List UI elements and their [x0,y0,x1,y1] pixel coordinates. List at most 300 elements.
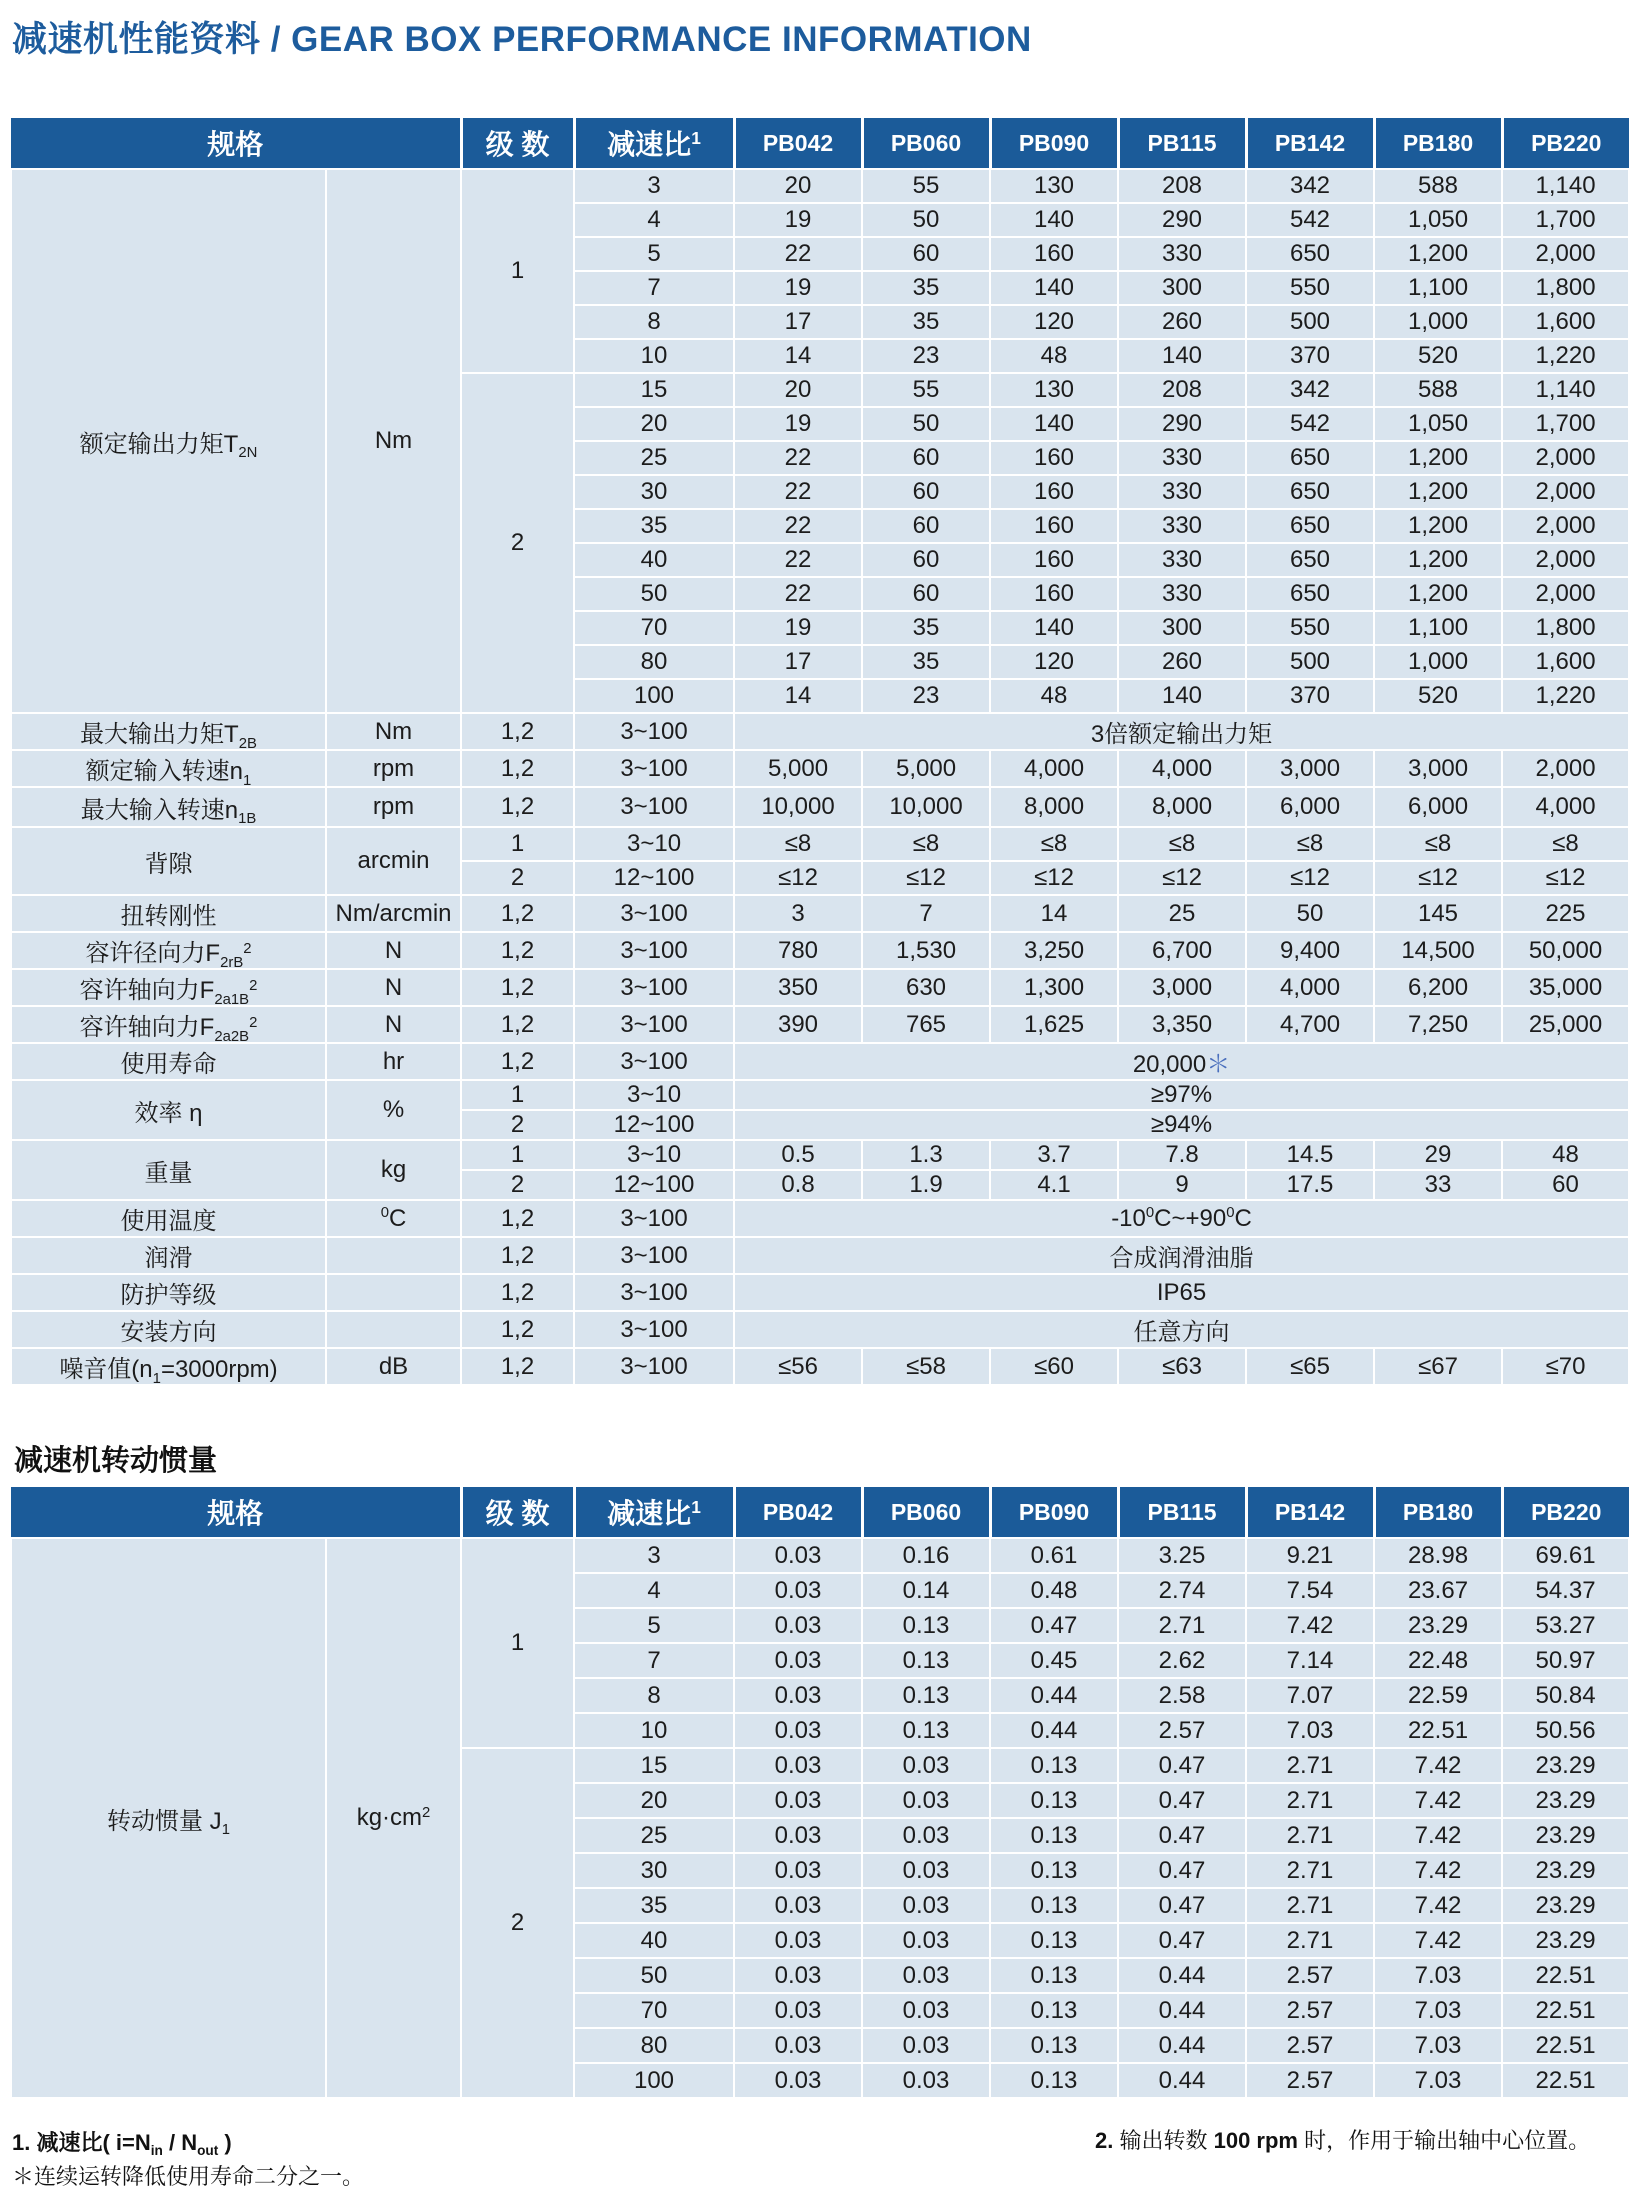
value-cell: 1,220 [1502,679,1629,713]
value-cell: 48 [990,679,1118,713]
unit-label: rpm [326,750,461,787]
row-label: 安装方向 [11,1311,326,1348]
value-cell: 1,700 [1502,407,1629,441]
value-cell: 550 [1246,271,1374,305]
table-row [11,1348,1629,1385]
value-cell: 550 [1246,611,1374,645]
value-cell: 4,000 [1118,750,1246,787]
stage-value: 1 [461,1080,574,1110]
merged-value: 任意方向 [734,1311,1629,1348]
value-cell: 330 [1118,577,1246,611]
ratio-value: 15 [574,1748,734,1783]
model-header-pb115: PB115 [1118,118,1246,169]
ratio-value: 3~100 [574,1043,734,1080]
value-cell: 1,200 [1374,509,1502,543]
value-cell: 390 [734,1006,862,1043]
gearbox-inertia-table [10,1487,1630,2099]
table-row [11,1200,1629,1237]
ratio-value: 3~10 [574,1080,734,1110]
table-row [11,827,1629,861]
value-cell: ≤67 [1374,1348,1502,1385]
value-cell: 35 [862,611,990,645]
value-cell: 60 [862,237,990,271]
ratio-value: 3~100 [574,1274,734,1311]
value-cell: 2.71 [1246,1853,1374,1888]
table-row [11,1080,1629,1110]
value-cell: 17 [734,305,862,339]
value-cell: 19 [734,407,862,441]
value-cell: 0.44 [990,1713,1118,1748]
value-cell: 50.56 [1502,1713,1629,1748]
value-cell: 330 [1118,441,1246,475]
value-cell: 0.16 [862,1538,990,1573]
value-cell: 300 [1118,271,1246,305]
value-cell: ≤8 [1118,827,1246,861]
value-cell: 208 [1118,373,1246,407]
value-cell: 1,140 [1502,169,1629,203]
value-cell: 0.03 [734,1818,862,1853]
performance-table-section [10,118,1630,1386]
ratio-value: 3~100 [574,1348,734,1385]
value-cell: 48 [990,339,1118,373]
value-cell: 23.29 [1502,1783,1629,1818]
page-title: 减速机性能资料 / GEAR BOX PERFORMANCE INFORMATION [12,20,1032,59]
unit-label: N [326,932,461,969]
value-cell: 3,000 [1246,750,1374,787]
value-cell: 542 [1246,203,1374,237]
value-cell: 0.44 [1118,2028,1246,2063]
value-cell: ≤12 [1246,861,1374,895]
value-cell: 1,200 [1374,543,1502,577]
stage-value: 1 [461,1538,574,1748]
value-cell: 2,000 [1502,577,1629,611]
stage-value: 2 [461,1110,574,1140]
header-row [11,1487,1629,1538]
value-cell: 22.51 [1502,1993,1629,2028]
ratio-value: 3~100 [574,932,734,969]
value-cell: 0.03 [862,1783,990,1818]
value-cell: 0.44 [1118,1958,1246,1993]
value-cell: ≤12 [734,861,862,895]
value-cell: 3.7 [990,1140,1118,1170]
value-cell: 3 [734,895,862,932]
value-cell: 2,000 [1502,750,1629,787]
value-cell: 650 [1246,509,1374,543]
table-row [11,169,1629,203]
value-cell: 0.03 [862,1958,990,1993]
merged-value: 20,000＊ [734,1043,1629,1080]
value-cell: 6,700 [1118,932,1246,969]
stage-value: 1 [461,827,574,861]
value-cell: 0.13 [990,1853,1118,1888]
value-cell: 50 [862,203,990,237]
value-cell: 9 [1118,1170,1246,1200]
value-cell: 7.42 [1374,1783,1502,1818]
value-cell: 35,000 [1502,969,1629,1006]
unit-label [326,1237,461,1274]
unit-label: $^0$C [326,1200,461,1237]
table-row [11,1237,1629,1274]
value-cell: 120 [990,645,1118,679]
value-cell: 650 [1246,475,1374,509]
value-cell: ≤12 [1118,861,1246,895]
unit-label: rpm [326,787,461,827]
value-cell: 2.71 [1246,1923,1374,1958]
value-cell: 7.42 [1374,1748,1502,1783]
value-cell: 0.03 [734,1608,862,1643]
value-cell: 23.29 [1502,1888,1629,1923]
value-cell: 0.03 [862,1748,990,1783]
value-cell: 22 [734,577,862,611]
stage-value: 1,2 [461,969,574,1006]
value-cell: ≤56 [734,1348,862,1385]
value-cell: 0.03 [734,2063,862,2098]
value-cell: 7.03 [1374,2063,1502,2098]
value-cell: ≤8 [990,827,1118,861]
value-cell: 160 [990,509,1118,543]
value-cell: 370 [1246,339,1374,373]
model-header-pb060: PB060 [862,1487,990,1538]
value-cell: 22 [734,441,862,475]
value-cell: 50.84 [1502,1678,1629,1713]
table-row [11,1274,1629,1311]
ratio-value: 5 [574,1608,734,1643]
value-cell: 520 [1374,339,1502,373]
unit-label: arcmin [326,827,461,895]
value-cell: 0.47 [1118,1783,1246,1818]
value-cell: 145 [1374,895,1502,932]
ratio-value: 30 [574,1853,734,1888]
value-cell: 0.03 [734,1993,862,2028]
value-cell: ≤8 [1502,827,1629,861]
value-cell: ≤8 [734,827,862,861]
ratio-value: 10 [574,1713,734,1748]
stage-value: 1,2 [461,1274,574,1311]
ratio-value: 35 [574,1888,734,1923]
value-cell: 0.03 [862,1853,990,1888]
ratio-value: 20 [574,407,734,441]
value-cell: 2,000 [1502,543,1629,577]
value-cell: 60 [862,577,990,611]
row-label: 防护等级 [11,1274,326,1311]
row-label: 扭转刚性 [11,895,326,932]
spec-header: 规格 [11,118,461,169]
value-cell: ≤63 [1118,1348,1246,1385]
value-cell: 140 [990,271,1118,305]
value-cell: 0.03 [734,2028,862,2063]
footnote-ratio-definition: 1. 减速比( $i=N_{in} / N_{out}$ ) [12,2130,232,2159]
ratio-value: 30 [574,475,734,509]
unit-label: Nm [326,713,461,750]
value-cell: 8,000 [1118,787,1246,827]
value-cell: 7.54 [1246,1573,1374,1608]
value-cell: 140 [1118,339,1246,373]
value-cell: 2.57 [1246,2063,1374,2098]
stage-value: 1,2 [461,1237,574,1274]
value-cell: 19 [734,611,862,645]
inertia-table-section [10,1487,1630,2099]
value-cell: 1,600 [1502,645,1629,679]
value-cell: 0.45 [990,1643,1118,1678]
value-cell: 7.42 [1374,1923,1502,1958]
value-cell: 23.29 [1502,1923,1629,1958]
stage-header: 级 数 [461,1487,574,1538]
value-cell: ≤12 [1374,861,1502,895]
stage-header: 级 数 [461,118,574,169]
ratio-value: 12~100 [574,1110,734,1140]
value-cell: 2.57 [1118,1713,1246,1748]
ratio-value: 80 [574,645,734,679]
ratio-value: 4 [574,203,734,237]
value-cell: 0.13 [990,1993,1118,2028]
value-cell: 588 [1374,169,1502,203]
value-cell: 23.29 [1502,1818,1629,1853]
value-cell: 0.03 [734,1783,862,1818]
value-cell: 54.37 [1502,1573,1629,1608]
value-cell: 290 [1118,407,1246,441]
value-cell: 0.03 [862,2028,990,2063]
value-cell: 22.48 [1374,1643,1502,1678]
value-cell: 2.71 [1118,1608,1246,1643]
merged-value: 合成润滑油脂 [734,1237,1629,1274]
model-header-pb180: PB180 [1374,1487,1502,1538]
ratio-value: 3~100 [574,895,734,932]
ratio-value: 8 [574,1678,734,1713]
row-label: 使用温度 [11,1200,326,1237]
inertia-section-title: 减速机转动惯量 [14,1445,218,1477]
value-cell: 0.03 [734,1748,862,1783]
value-cell: 650 [1246,543,1374,577]
value-cell: 10,000 [862,787,990,827]
value-cell: 2,000 [1502,475,1629,509]
value-cell: 9.21 [1246,1538,1374,1573]
value-cell: 520 [1374,679,1502,713]
value-cell: 765 [862,1006,990,1043]
value-cell: 7.42 [1374,1853,1502,1888]
value-cell: ≤58 [862,1348,990,1385]
value-cell: 14 [990,895,1118,932]
value-cell: 0.8 [734,1170,862,1200]
value-cell: 23 [862,339,990,373]
ratio-value: 35 [574,509,734,543]
value-cell: 50.97 [1502,1643,1629,1678]
value-cell: 10,000 [734,787,862,827]
value-cell: 0.47 [1118,1818,1246,1853]
value-cell: 1,000 [1374,305,1502,339]
value-cell: 260 [1118,305,1246,339]
value-cell: 23.29 [1502,1748,1629,1783]
value-cell: 330 [1118,509,1246,543]
value-cell: 2.71 [1246,1783,1374,1818]
value-cell: 2.57 [1246,1993,1374,2028]
value-cell: 300 [1118,611,1246,645]
unit-label: Nm/arcmin [326,895,461,932]
value-cell: 60 [862,543,990,577]
table-row [11,932,1629,969]
value-cell: 330 [1118,237,1246,271]
stage-value: 1,2 [461,1043,574,1080]
value-cell: 160 [990,475,1118,509]
value-cell: 160 [990,237,1118,271]
row-label: 容许轴向力$F_{2a1B}^2$ [11,969,326,1006]
value-cell: 7,250 [1374,1006,1502,1043]
value-cell: 0.48 [990,1573,1118,1608]
row-label: 转动惯量 $J_1$ [11,1538,326,2098]
value-cell: ≤60 [990,1348,1118,1385]
value-cell: 160 [990,441,1118,475]
value-cell: 53.27 [1502,1608,1629,1643]
value-cell: 14 [734,679,862,713]
value-cell: 0.5 [734,1140,862,1170]
value-cell: 4,700 [1246,1006,1374,1043]
value-cell: 2,000 [1502,509,1629,543]
value-cell: 55 [862,373,990,407]
ratio-value: 80 [574,2028,734,2063]
value-cell: 290 [1118,203,1246,237]
row-label: 背隙 [11,827,326,895]
value-cell: 25,000 [1502,1006,1629,1043]
value-cell: 35 [862,305,990,339]
table-row [11,713,1629,750]
table-row [11,1311,1629,1348]
ratio-value: 3~100 [574,713,734,750]
value-cell: 28.98 [1374,1538,1502,1573]
row-label: 润滑 [11,1237,326,1274]
stage-value: 1,2 [461,1311,574,1348]
value-cell: 1,050 [1374,407,1502,441]
value-cell: 780 [734,932,862,969]
value-cell: 7 [862,895,990,932]
value-cell: 0.03 [734,1923,862,1958]
value-cell: 500 [1246,305,1374,339]
value-cell: 1,220 [1502,339,1629,373]
row-label: 容许径向力$F_{2rB}^2$ [11,932,326,969]
merged-value: IP65 [734,1274,1629,1311]
unit-label: dB [326,1348,461,1385]
value-cell: ≤8 [1374,827,1502,861]
value-cell: ≤70 [1502,1348,1629,1385]
table-row [11,1043,1629,1080]
value-cell: 4,000 [1246,969,1374,1006]
value-cell: 0.13 [990,1748,1118,1783]
value-cell: 50 [1246,895,1374,932]
value-cell: 33 [1374,1170,1502,1200]
value-cell: 17 [734,645,862,679]
value-cell: 2.62 [1118,1643,1246,1678]
value-cell: 0.03 [734,1678,862,1713]
gearbox-performance-table [10,118,1630,1386]
value-cell: 50,000 [1502,932,1629,969]
value-cell: 0.13 [990,1923,1118,1958]
value-cell: 542 [1246,407,1374,441]
model-header-pb090: PB090 [990,118,1118,169]
row-label: 额定输出力矩$T_{2N}$ [11,169,326,713]
value-cell: 208 [1118,169,1246,203]
row-label: 最大输出力矩$T_{2B}$ [11,713,326,750]
ratio-value: 12~100 [574,1170,734,1200]
value-cell: 3,250 [990,932,1118,969]
ratio-value: 100 [574,679,734,713]
value-cell: 0.14 [862,1573,990,1608]
model-header-pb142: PB142 [1246,1487,1374,1538]
row-label: 使用寿命 [11,1043,326,1080]
model-header-pb042: PB042 [734,1487,862,1538]
table-row [11,787,1629,827]
value-cell: 22.59 [1374,1678,1502,1713]
stage-value: 2 [461,1748,574,2098]
value-cell: 2,000 [1502,441,1629,475]
value-cell: 0.03 [734,1573,862,1608]
stage-value: 2 [461,1170,574,1200]
value-cell: 140 [990,407,1118,441]
ratio-value: 4 [574,1573,734,1608]
value-cell: 330 [1118,543,1246,577]
value-cell: 60 [862,475,990,509]
value-cell: 0.03 [734,1643,862,1678]
value-cell: 0.13 [862,1713,990,1748]
row-label: 容许轴向力$F_{2a2B}^2$ [11,1006,326,1043]
value-cell: 1,200 [1374,237,1502,271]
value-cell: 9,400 [1246,932,1374,969]
model-header-pb180: PB180 [1374,118,1502,169]
value-cell: 22 [734,475,862,509]
value-cell: 8,000 [990,787,1118,827]
value-cell: 14,500 [1374,932,1502,969]
value-cell: 140 [1118,679,1246,713]
value-cell: 1.3 [862,1140,990,1170]
value-cell: 0.47 [990,1608,1118,1643]
unit-label: N [326,969,461,1006]
value-cell: 22.51 [1502,2063,1629,2098]
value-cell: 22 [734,509,862,543]
ratio-value: 8 [574,305,734,339]
value-cell: 140 [990,203,1118,237]
value-cell: 2.57 [1246,1958,1374,1993]
value-cell: ≤8 [862,827,990,861]
ratio-value: 15 [574,373,734,407]
model-header-pb060: PB060 [862,118,990,169]
footnote-output-speed: 2. 输出转数 100 rpm 时，作用于输出轴中心位置。 [1095,2128,1591,2153]
value-cell: 19 [734,271,862,305]
ratio-value: 50 [574,577,734,611]
value-cell: 160 [990,577,1118,611]
value-cell: 2.71 [1246,1888,1374,1923]
value-cell: 0.13 [862,1678,990,1713]
value-cell: 1,300 [990,969,1118,1006]
model-header-pb142: PB142 [1246,118,1374,169]
value-cell: 1,700 [1502,203,1629,237]
value-cell: 1,100 [1374,271,1502,305]
value-cell: 19 [734,203,862,237]
ratio-value: 40 [574,1923,734,1958]
value-cell: 7.03 [1374,1993,1502,2028]
value-cell: 2.74 [1118,1573,1246,1608]
value-cell: 0.44 [1118,2063,1246,2098]
value-cell: 370 [1246,679,1374,713]
value-cell: 1,800 [1502,271,1629,305]
ratio-value: 3 [574,1538,734,1573]
value-cell: 7.42 [1374,1888,1502,1923]
unit-label: Nm [326,169,461,713]
value-cell: 20 [734,373,862,407]
value-cell: 0.47 [1118,1923,1246,1958]
value-cell: 6,000 [1374,787,1502,827]
ratio-value: 20 [574,1783,734,1818]
value-cell: 23 [862,679,990,713]
value-cell: 0.03 [734,1713,862,1748]
value-cell: 7.03 [1374,2028,1502,2063]
merged-value: ≥97% [734,1080,1629,1110]
